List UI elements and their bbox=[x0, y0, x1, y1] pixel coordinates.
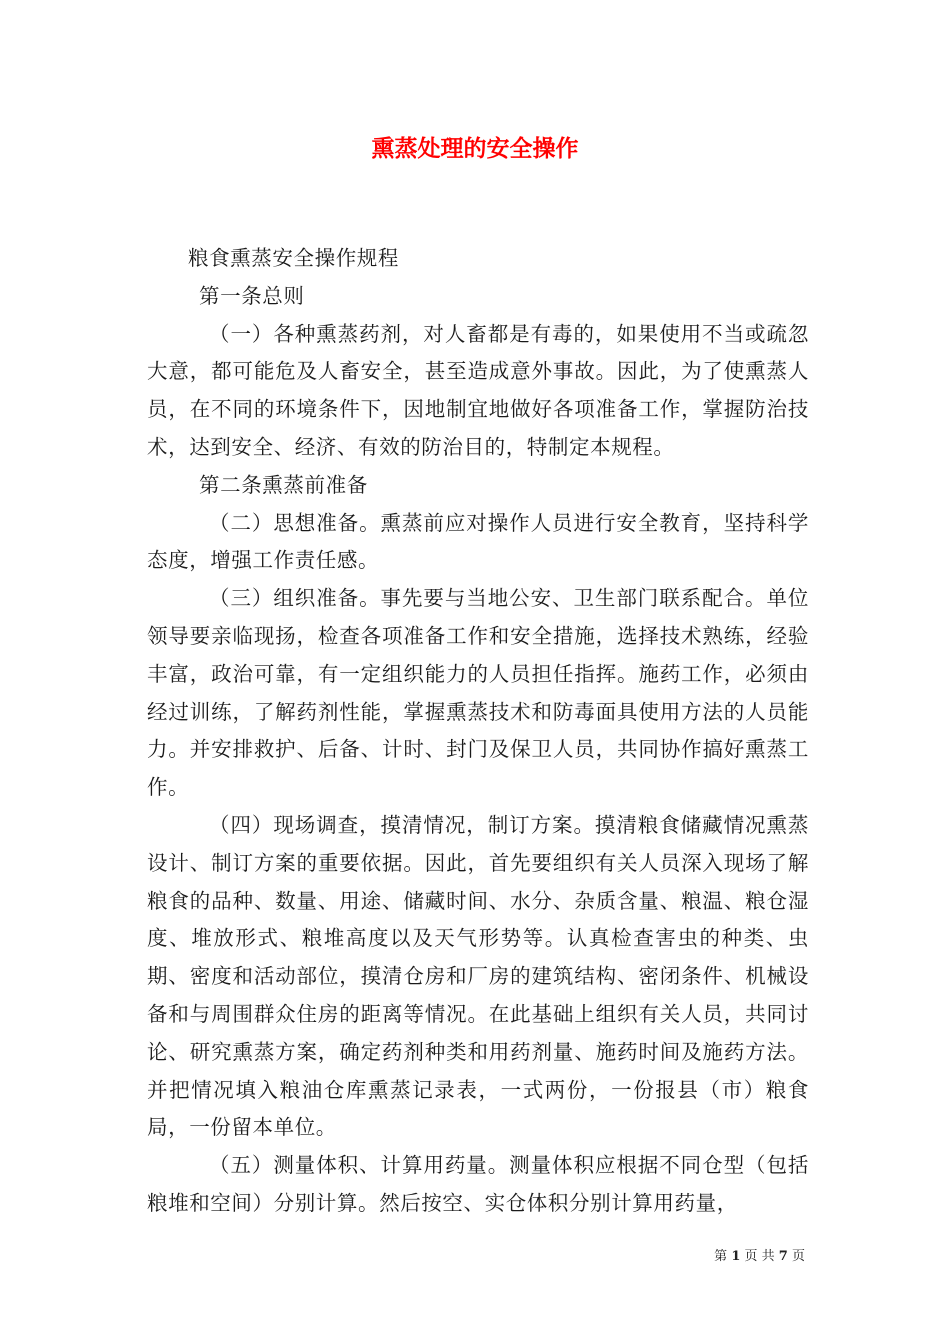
paragraph-5: （五）测量体积、计算用药量。测量体积应根据不同仓型（包括粮堆和空间）分别计算。然后按空、实仓体积分别计算用药量， bbox=[147, 1153, 809, 1215]
footer-prefix: 第 bbox=[714, 1249, 728, 1264]
current-page-number: 1 bbox=[731, 1249, 741, 1264]
footer-suffix: 页 bbox=[791, 1249, 805, 1264]
paragraph-2: （二）思想准备。熏蒸前应对操作人员进行安全教育，坚持科学态度，增强工作责任感。 bbox=[147, 510, 809, 573]
article-2-heading: 第二条熏蒸前准备 bbox=[199, 472, 368, 497]
page-footer bbox=[714, 1248, 805, 1266]
paragraph-1: （一）各种熏蒸药剂，对人畜都是有毒的，如果使用不当或疏忽大意，都可能危及人畜安全，甚至造成意外事故。因此，为了使熏蒸人员，在不同的环境条件下，因地制宜地做好各项准备工作，掌握防治技术，达到安全、经济、有效的防治目的，特制定本规程。 bbox=[147, 321, 809, 459]
paragraph-3: （三）组织准备。事先要与当地公安、卫生部门联系配合。单位领导要亲临现扬，检查各项准备工作和安全措施，选择技术熟练，经验丰富，政治可靠，有一定组织能力的人员担任指挥。施药工作，必须由经过训练，了解药剂性能，掌握熏蒸技术和防毒面具使用方法的人员能力。并安排救护、后备、计时、封门及保卫人员，共同协作搞好熏蒸工作。 bbox=[147, 586, 809, 800]
document-title: 熏蒸处理的安全操作 bbox=[371, 135, 579, 162]
subtitle: 粮食熏蒸安全操作规程 bbox=[188, 246, 399, 270]
article-1-heading: 第一条总则 bbox=[199, 283, 305, 308]
footer-middle: 页 共 bbox=[744, 1249, 775, 1264]
paragraph-4: （四）现场调查，摸清情况，制订方案。摸清粮食储藏情况熏蒸设计、制订方案的重要依据。因此，首先要组织有关人员深入现场了解粮食的品种、数量、用途、储藏时间、水分、杂质含量、粮温、粮仓湿度、堆放形式、粮堆高度以及天气形势等。认真检查害虫的种类、虫期、密度和活动部位，摸清仓房和厂房的建筑结构、密闭条件、机械设备和与周围群众住房的距离等情况。在此基础上组织有关人员，共同讨论、研究熏蒸方案，确定药剂种类和用药剂量、施药时间及施药方法。并把情况填入粮油仓库熏蒸记录表，一式两份，一份报县（市）粮食局，一份留本单位。 bbox=[147, 812, 809, 1140]
document-body bbox=[147, 240, 809, 1223]
total-page-number: 7 bbox=[778, 1249, 788, 1264]
